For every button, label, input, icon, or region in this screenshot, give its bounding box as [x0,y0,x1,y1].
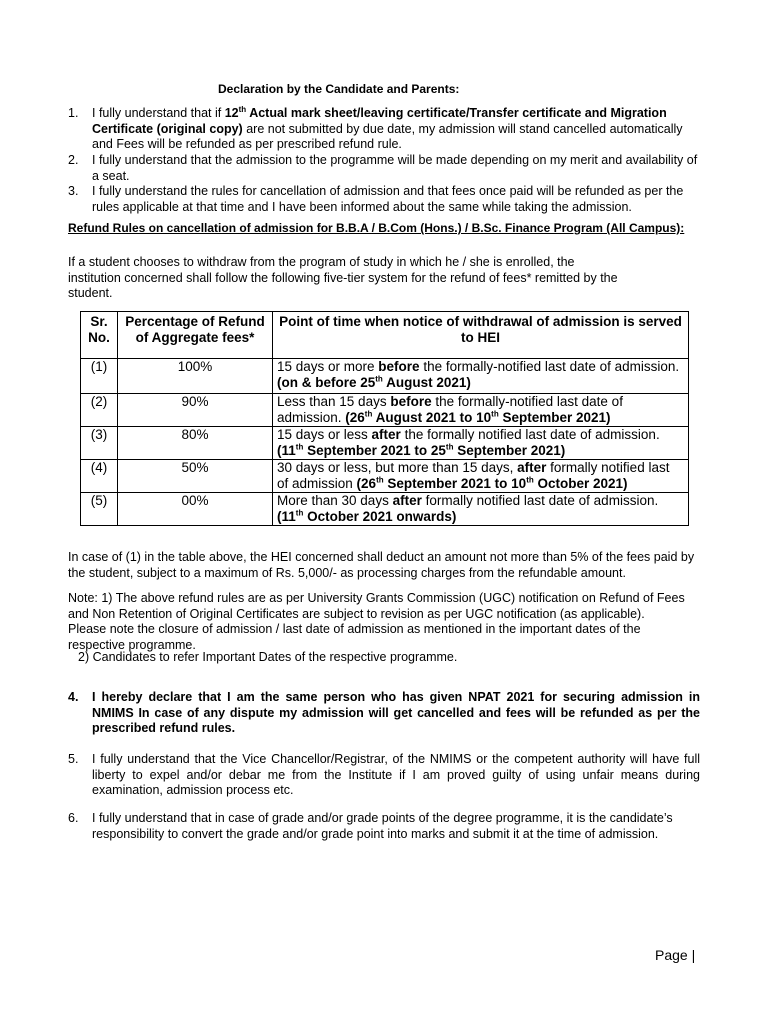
item-text [92,106,700,153]
text-run: after [392,493,422,508]
text-run: th [491,409,499,419]
percentage-cell: 100% [118,359,273,394]
declaration-item-6 [68,811,700,842]
important-dates-note: 2) Candidates to refer Important Dates of the respective programme. [78,650,458,664]
text-run: (11 [277,509,296,524]
table-header-row [81,312,689,359]
text-run: after [371,427,401,442]
note-line: and Non Retention of Original Certificates are subject to revision as per UGC notification (as applicable). [68,606,645,621]
timing-cell [273,427,689,460]
item-text: I hereby declare that I am the same person who has given NPAT 2021 for securing admission in NMIMS In case of any dispute my admission will get cancelled and fees will be refunded as per the prescribed refund rules. [92,690,700,735]
text-run: before [390,394,432,409]
refund-intro [68,255,678,302]
note-line: Note: 1) The above refund rules are as per University Grants Commission (UGC) notification on Refund of Fees [68,591,685,605]
declaration-item-5 [68,752,700,799]
text-run: th [376,475,384,485]
text-run: th [295,508,304,518]
declaration-heading: Declaration by the Candidate and Parents: [218,82,460,96]
item-text: I fully understand that the Vice Chancellor/Registrar, of the NMIMS or the competent authority will have full liberty to expel and/or debar me from the Institute if I am proved guilty of using unfair means during examination, admission process etc. [92,752,700,797]
timing-cell [273,359,689,394]
text-run: August 2021) [382,375,471,390]
text-run: the formally-notified last date of admission. [277,394,623,425]
sr-cell: (1) [81,359,118,394]
refund-table [80,311,689,526]
text-run: I fully understand that the admission to the programme will be made depending on my merit and availability of a seat. [92,153,698,183]
text-run: September 2021 to 10 [383,476,527,491]
declaration-item-1 [68,106,700,153]
sr-cell: (5) [81,493,118,526]
text-run: th [364,409,373,419]
text-run: August 2021 to 10 [372,410,492,425]
declaration-item-2 [68,153,700,184]
text-run: September 2021) [498,410,611,425]
text-run: 30 days or less, but more than 15 days, [277,460,518,475]
text-run: the formally notified last date of admission. [400,427,660,442]
item-text [92,184,700,215]
refund-rules-heading: Refund Rules on cancellation of admission for B.B.A / B.Com (Hons.) / B.Sc. Finance Program (All Campus): [68,221,685,235]
intro-line: If a student chooses to withdraw from the program of study in which he / she is enrolled, the [68,255,575,269]
text-run: are not submitted by due date, my admission will stand cancelled automatically and Fees will be refunded as per prescribed refund rule. [92,121,683,151]
processing-charge-note: In case of (1) in the table above, the HEI concerned shall deduct an amount not more than 5% of the fees paid by the student, subject to a maximum of Rs. 5,000/- as processing charges from the refundable amount. [68,550,695,580]
text-run: th [238,104,247,114]
text-run: the formally-notified last date of admission. [419,359,680,374]
item-text [92,153,700,184]
text-run: th [375,374,383,384]
sr-cell: (2) [81,394,118,427]
text-run: September 2021 to 25 [303,443,446,458]
text-run: th [295,442,304,452]
declaration-item-4 [68,690,700,737]
table-row [81,493,689,526]
text-run: More than 30 days [277,493,393,508]
item-text: I fully understand that in case of grade and/or grade points of the degree programme, it is the candidate’s responsibility to convert the grade and/or grade point into marks and submit it at the time of admission. [92,811,673,841]
text-run: (26 [345,410,365,425]
text-run: October 2021) [533,476,628,491]
percentage-cell: 80% [118,427,273,460]
header-sr-no: Sr. No. [81,312,118,359]
text-run: 15 days or more [277,359,379,374]
table-row [81,460,689,493]
percentage-cell: 90% [118,394,273,427]
text-run: th [526,475,534,485]
timing-cell [273,460,689,493]
text-run: (26 [356,476,377,491]
text-run: before [378,359,420,374]
text-run: (on & before 25 [277,375,376,390]
sr-cell: (3) [81,427,118,460]
declaration-item-3 [68,184,700,215]
header-percentage: Percentage of Refund of Aggregate fees* [118,312,273,359]
percentage-cell: 50% [118,460,273,493]
ugc-note [68,591,718,653]
text-run: (11 [277,443,296,458]
note-line: Please note the closure of admission / last date of admission as mentioned in the important dates of the [68,622,641,636]
percentage-cell: 00% [118,493,273,526]
item-number: 2. [68,153,79,167]
item-number: 6. [68,811,79,825]
page-footer: Page | [655,947,696,963]
text-run: formally notified last date of admission. [421,493,659,508]
item-number: 4. [68,690,79,704]
timing-cell [273,394,689,427]
table-row [81,394,689,427]
text-run: I fully understand that if [92,106,225,120]
text-run: September 2021) [453,443,566,458]
intro-line: student. [68,286,113,300]
text-run: formally notified last of admission [277,460,670,491]
table-row [81,359,689,394]
text-run: th [445,442,454,452]
item-number: 5. [68,752,79,766]
text-run: 15 days or less [277,427,372,442]
header-point-of-time: Point of time when notice of withdrawal of admission is served to HEI [273,312,689,359]
item-number: 1. [68,106,79,120]
note-line: respective programme. [68,637,196,652]
intro-line: institution concerned shall follow the following five-tier system for the refund of fees* remitted by the [68,270,618,285]
timing-cell [273,493,689,526]
text-run: after [517,460,547,475]
text-run: 12 [224,106,239,120]
sr-cell: (4) [81,460,118,493]
text-run: I fully understand the rules for cancellation of admission and that fees once paid will be refunded as per the rules applicable at that time and I have been informed about the same while taking the admission. [92,184,684,214]
table-row [81,427,689,460]
text-run: Actual mark sheet/leaving certificate/Transfer certificate and Migration Certificate (original copy) [92,106,667,136]
text-run: October 2021 onwards) [303,509,457,524]
item-number: 3. [68,184,79,198]
text-run: Less than 15 days [277,394,391,409]
